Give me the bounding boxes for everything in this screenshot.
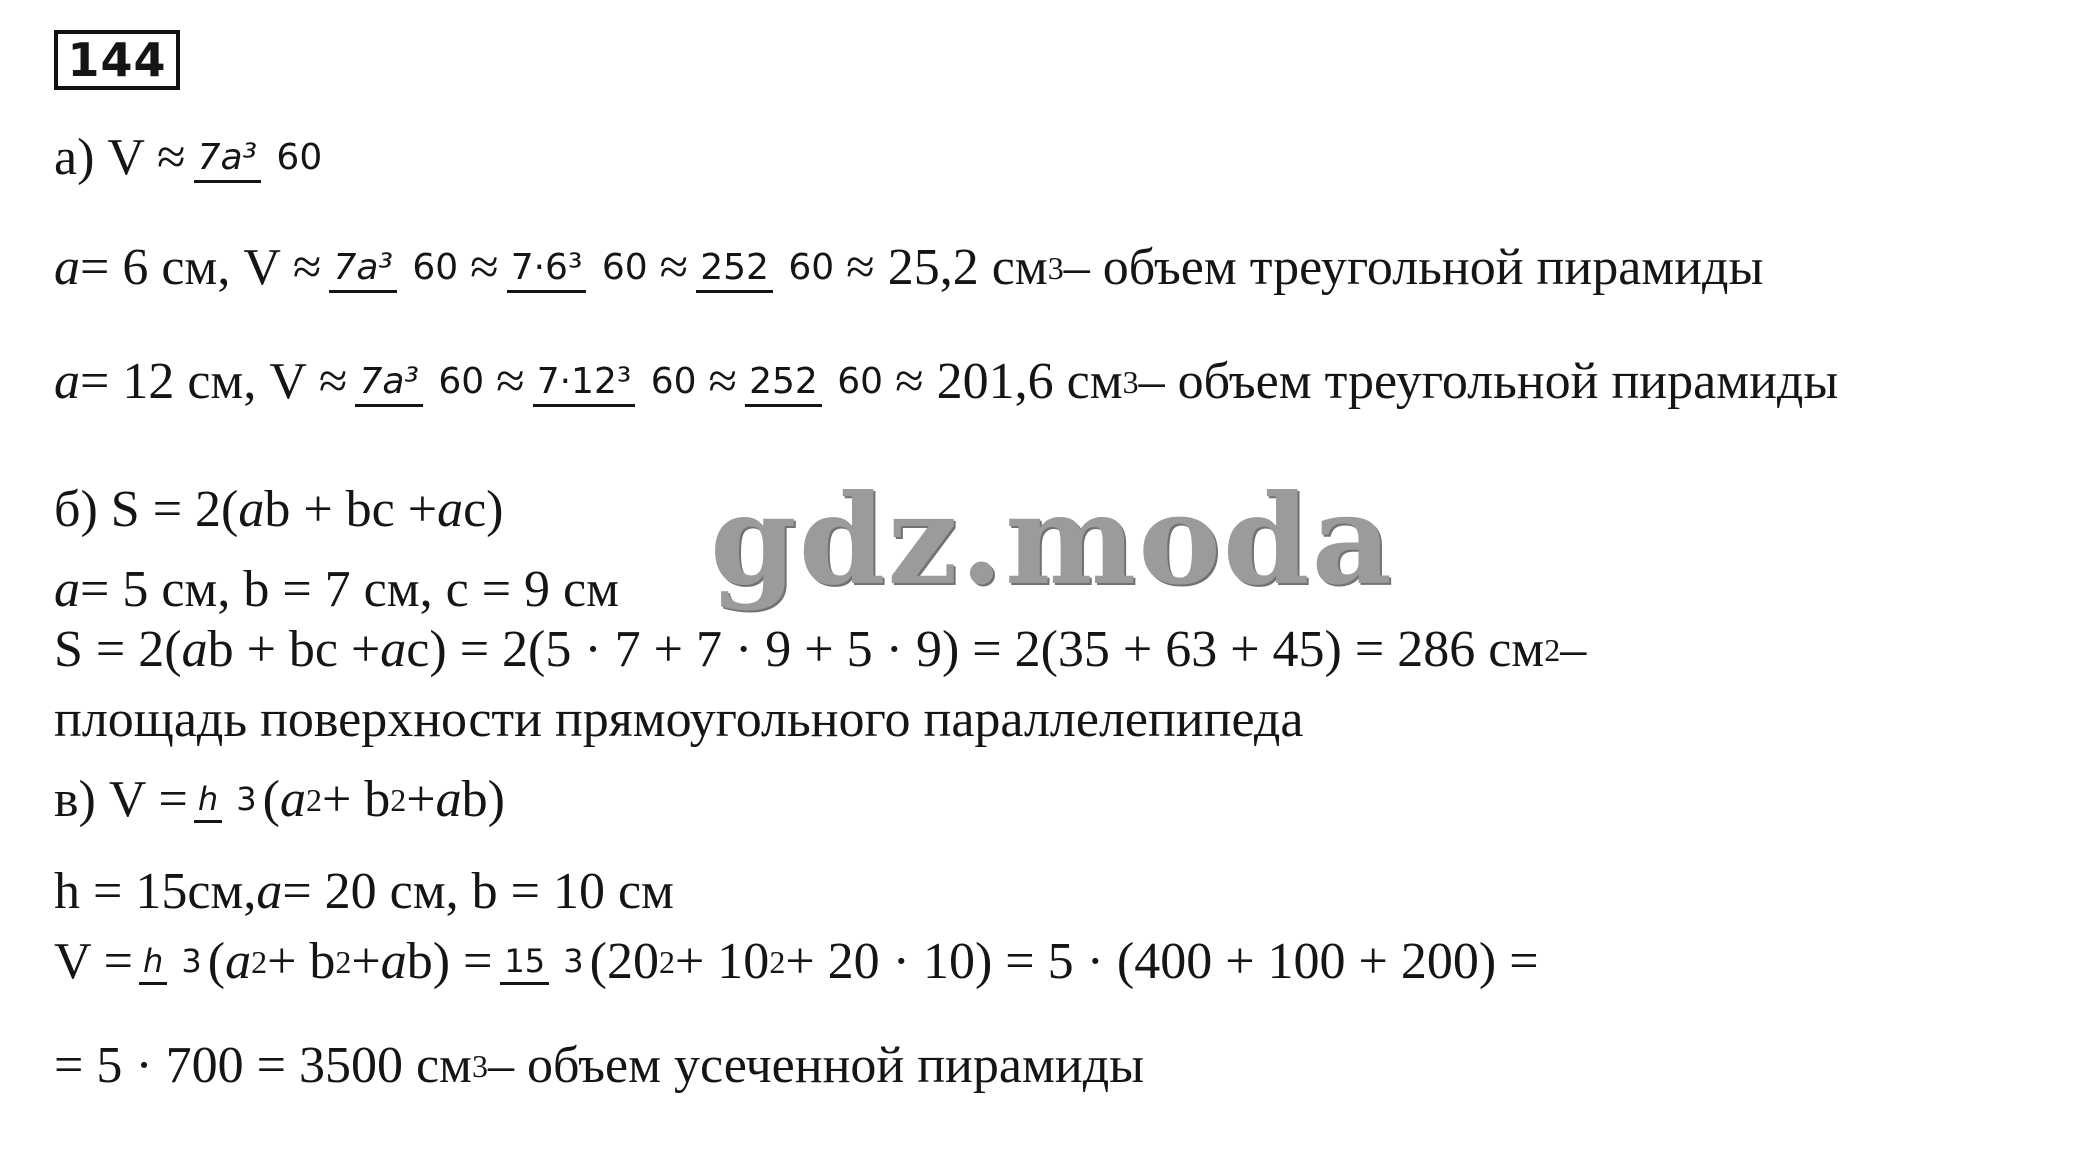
variable-a: a (54, 561, 80, 618)
variable-a: a (279, 771, 306, 828)
result-description: – объем треугольной пирамиды (1063, 239, 1764, 296)
part-b-given (54, 560, 619, 619)
variable-a: a (54, 353, 80, 410)
watermark: gdz.moda (710, 468, 1394, 613)
part-b-calculation: S = 2( a b + bc + a c) = 2(5 · 7 + 7 · 9 + 5 · 9) = 2(35 + 63 + 45) = 286 см 2 – (54, 621, 1587, 678)
fraction-1 (355, 360, 488, 402)
part-a-line-2: a = 12 см, V ≈ 7a³ 60 ≈ 7·12³ 60 ≈ 252 60 ≈ 201,6 см 3 – объем треугольной пирамиды (54, 353, 1839, 410)
fraction-denominator: 3 (181, 941, 202, 980)
formula-text: b + bc + (264, 481, 438, 538)
final-text: = 5 · 700 = 3500 см (54, 1037, 472, 1094)
part-c-calculation: V = h 3 ( a 2 + b 2 + a b) = 15 3 (20 2 + 10 2 + 20 · 10) = 5 · (400 + 100 + 200) = (54, 933, 1539, 990)
fraction-denominator: 60 (788, 246, 835, 288)
given-text: h = 15см, (54, 863, 257, 920)
calc-text: b + bc + (207, 621, 381, 678)
problem-number: 144 (54, 30, 180, 90)
variable-a: a (380, 621, 407, 678)
variable-a: a (225, 933, 252, 990)
formula-text: + b (321, 771, 391, 828)
fraction-numerator: 252 (745, 361, 822, 407)
part-c-final: = 5 · 700 = 3500 см 3 – объем усеченной пирамиды (54, 1037, 1145, 1094)
fraction-denominator: 60 (650, 360, 697, 402)
calc-text: c) = 2(5 · 7 + 7 · 9 + 5 · 9) = 2(35 + 63 + 45) = 286 см (406, 621, 1545, 678)
fraction-1 (329, 246, 462, 288)
variable-a: a (435, 771, 462, 828)
fraction-numerator: 7a³ (355, 361, 422, 407)
calc-text: V = (54, 933, 133, 990)
variable-a: a (437, 481, 464, 538)
part-a-line-1: a = 6 см, V ≈ 7a³ 60 ≈ 7·6³ 60 ≈ 252 60 ≈ 25,2 см 3 – объем треугольной пирамиды (54, 239, 1764, 296)
calc-text: + b (267, 933, 336, 990)
result-description: – объем треугольной пирамиды (1138, 353, 1839, 410)
fraction-denominator: 60 (601, 246, 648, 288)
calc-text: ( (207, 933, 226, 990)
fraction-numerator: 7a³ (329, 247, 396, 293)
fraction-numerator: 15 (500, 942, 549, 985)
fraction-2 (533, 360, 701, 402)
fraction-numerator: 7·12³ (533, 361, 636, 407)
fraction-denominator: 60 (438, 360, 485, 402)
approx-sign: ≈ (496, 353, 525, 410)
calc-text: b) = (406, 933, 493, 990)
part-b-result (54, 690, 1303, 749)
variable-a: a (181, 621, 208, 678)
h-over-3-fraction (139, 941, 206, 980)
calc-text: + (351, 933, 381, 990)
result-description: – объем усеченной пирамиды (487, 1037, 1145, 1094)
calc-text: + 20 · 10) = 5 · (400 + 100 + 200) = (785, 933, 1539, 990)
fraction-numerator: 252 (696, 247, 773, 293)
fraction-3 (696, 246, 838, 288)
calc-text: S = 2( (54, 621, 182, 678)
variable-a: a (238, 481, 265, 538)
approx-sign: ≈ (470, 239, 499, 296)
part-c-formula: в) V = h 3 ( a 2 + b 2 + a b) (54, 771, 505, 828)
part-c-given (54, 862, 674, 921)
condition-text: = 12 см, V ≈ (80, 353, 348, 410)
given-text: = 5 см, b = 7 см, c = 9 см (80, 561, 620, 618)
result-description: площадь поверхности прямоугольного параллелепипеда (54, 691, 1304, 748)
approx-sign: ≈ (708, 353, 738, 410)
calc-text: (20 (589, 933, 659, 990)
fraction-denominator: 60 (412, 246, 459, 288)
fifteen-over-3-fraction (500, 941, 587, 980)
h-over-3-fraction (194, 779, 261, 818)
fraction-denominator: 3 (563, 941, 584, 980)
calc-text: – (1560, 621, 1587, 678)
part-a-label: а) V ≈ (54, 129, 186, 186)
fraction-3 (745, 360, 887, 402)
fraction-numerator: h (194, 780, 222, 823)
condition-text: = 6 см, V ≈ (80, 239, 322, 296)
formula-text: б) S = 2( (54, 481, 239, 538)
variable-a: a (380, 933, 407, 990)
fraction-denominator: 3 (236, 779, 257, 818)
fraction-denominator: 60 (837, 360, 884, 402)
result-value: ≈ 25,2 см (846, 239, 1048, 296)
part-b-formula (54, 480, 503, 539)
formula-text: c) (463, 481, 504, 538)
variable-a: a (256, 863, 283, 920)
part-a-fraction (194, 136, 327, 178)
formula-text: b) (461, 771, 505, 828)
part-c-label: в) V = (54, 771, 188, 828)
fraction-2 (507, 246, 652, 288)
approx-sign: ≈ (659, 239, 689, 296)
given-text: = 20 см, b = 10 см (282, 863, 674, 920)
formula-text: ( (262, 771, 280, 828)
formula-text: + (406, 771, 436, 828)
fraction-denominator: 60 (276, 136, 323, 178)
variable-a: a (54, 239, 80, 296)
part-a-formula (54, 128, 334, 187)
fraction-numerator: 7a³ (194, 137, 261, 183)
fraction-numerator: h (139, 942, 167, 985)
calc-text: + 10 (674, 933, 770, 990)
result-value: ≈ 201,6 см (895, 353, 1123, 410)
fraction-numerator: 7·6³ (507, 247, 587, 293)
